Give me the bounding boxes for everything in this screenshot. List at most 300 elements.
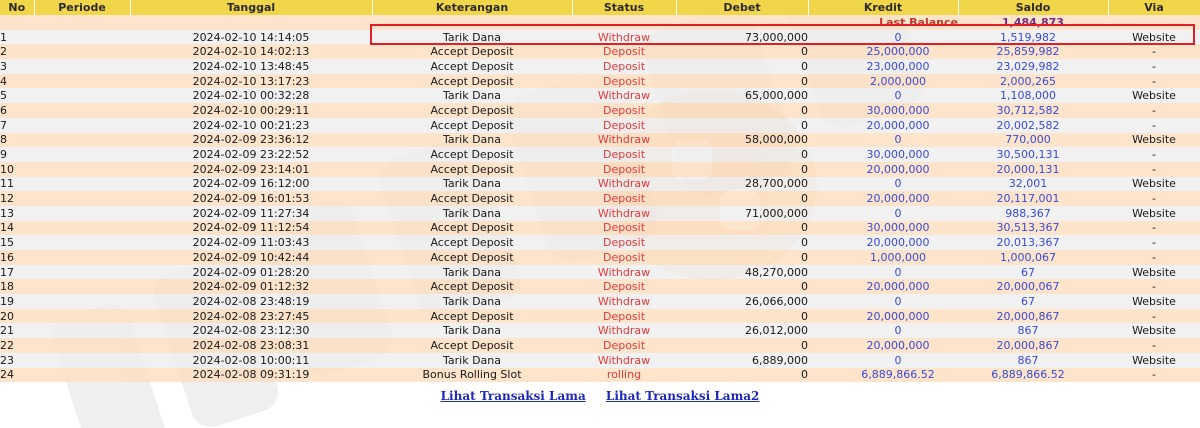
row-via: Website [1108,88,1200,103]
row-status: Deposit [572,118,676,133]
row-debet: 28,700,000 [676,177,808,192]
row-debet: 0 [676,162,808,177]
row-periode [34,338,130,353]
row-status: Withdraw [572,353,676,368]
row-tanggal: 2024-02-09 16:01:53 [130,191,372,206]
table-row [0,294,1200,309]
row-keterangan: Accept Deposit [372,59,572,74]
row-debet: 73,000,000 [676,30,808,45]
row-status: Deposit [572,338,676,353]
row-keterangan: Accept Deposit [372,103,572,118]
row-kredit-value: 0 [894,133,902,147]
row-no: 11 [0,177,34,192]
row-keterangan: Tarik Dana [372,353,572,368]
table-row [0,279,1200,294]
row-tanggal: 2024-02-08 23:12:30 [130,323,372,338]
row-kredit [808,30,958,45]
row-debet: 0 [676,59,808,74]
row-no: 3 [0,59,34,74]
row-tanggal: 2024-02-09 11:27:34 [130,206,372,221]
row-periode [34,118,130,133]
row-no: 10 [0,162,34,177]
col-header-tanggal[interactable]: Tanggal [130,0,372,15]
row-kredit [808,235,958,250]
link-old-transactions[interactable]: Lihat Transaksi Lama [440,389,586,403]
row-via: - [1108,103,1200,118]
table-row [0,74,1200,89]
row-tanggal: 2024-02-10 00:21:23 [130,118,372,133]
row-saldo-value: 867 [1017,324,1039,338]
row-tanggal: 2024-02-08 09:31:19 [130,368,372,383]
row-debet: 0 [676,221,808,236]
row-status: Withdraw [572,294,676,309]
row-saldo [958,118,1108,133]
row-status: Withdraw [572,265,676,280]
col-header-saldo[interactable]: Saldo [958,0,1108,15]
col-header-debet[interactable]: Debet [676,0,808,15]
row-periode [34,177,130,192]
row-saldo [958,162,1108,177]
last-balance-value: 1,484,873 [958,15,1108,30]
row-kredit-value: 30,000,000 [866,103,930,117]
col-header-periode[interactable]: Periode [34,0,130,15]
row-via: - [1108,118,1200,133]
row-status: Withdraw [572,323,676,338]
row-kredit [808,118,958,133]
row-keterangan: Accept Deposit [372,147,572,162]
row-saldo-value: 20,000,867 [996,338,1060,352]
row-kredit-value: 0 [894,353,902,367]
row-keterangan: Bonus Rolling Slot [372,368,572,383]
row-saldo-value: 20,013,367 [996,236,1060,250]
row-via: - [1108,368,1200,383]
row-saldo [958,30,1108,45]
row-saldo [958,338,1108,353]
row-saldo [958,177,1108,192]
row-kredit-value: 0 [894,265,902,279]
row-keterangan: Accept Deposit [372,279,572,294]
row-periode [34,206,130,221]
row-saldo-value: 23,029,982 [996,59,1060,73]
row-periode [34,147,130,162]
row-debet: 71,000,000 [676,206,808,221]
row-no: 4 [0,74,34,89]
row-tanggal: 2024-02-10 13:48:45 [130,59,372,74]
row-keterangan: Accept Deposit [372,118,572,133]
table-row [0,353,1200,368]
row-debet: 0 [676,103,808,118]
row-periode [34,368,130,383]
row-debet: 0 [676,74,808,89]
row-saldo-value: 770,000 [1005,133,1051,147]
row-keterangan: Accept Deposit [372,191,572,206]
row-kredit-value: 23,000,000 [866,59,930,73]
row-saldo [958,294,1108,309]
row-via: - [1108,221,1200,236]
row-no: 22 [0,338,34,353]
row-saldo-value: 32,001 [1008,177,1048,191]
row-via: - [1108,235,1200,250]
row-saldo [958,74,1108,89]
row-periode [34,235,130,250]
row-tanggal: 2024-02-08 10:00:11 [130,353,372,368]
row-no: 18 [0,279,34,294]
row-debet: 0 [676,235,808,250]
row-kredit [808,177,958,192]
table-header-row [0,0,1200,15]
table-row [0,177,1200,192]
row-periode [34,250,130,265]
row-keterangan: Accept Deposit [372,235,572,250]
table-row [0,30,1200,45]
row-saldo-value: 30,712,582 [996,103,1060,117]
row-periode [34,323,130,338]
row-status: Deposit [572,235,676,250]
row-debet: 0 [676,309,808,324]
row-debet: 0 [676,338,808,353]
row-tanggal: 2024-02-09 10:42:44 [130,250,372,265]
row-saldo-value: 30,500,131 [996,148,1060,162]
row-saldo-value: 6,889,866.52 [991,368,1065,382]
row-kredit-value: 20,000,000 [866,236,930,250]
row-saldo [958,103,1108,118]
row-via: - [1108,74,1200,89]
row-saldo [958,235,1108,250]
row-saldo-value: 30,513,367 [996,221,1060,235]
row-status: Deposit [572,59,676,74]
row-kredit-value: 6,889,866.52 [861,368,935,382]
row-keterangan: Accept Deposit [372,309,572,324]
row-saldo [958,265,1108,280]
row-no: 9 [0,147,34,162]
row-saldo-value: 1,108,000 [1000,89,1056,103]
row-status: Deposit [572,103,676,118]
row-tanggal: 2024-02-10 14:02:13 [130,44,372,59]
row-saldo [958,323,1108,338]
row-kredit [808,103,958,118]
row-via: Website [1108,177,1200,192]
table-row [0,162,1200,177]
row-kredit-value: 30,000,000 [866,221,930,235]
row-kredit [808,323,958,338]
row-tanggal: 2024-02-10 14:14:05 [130,30,372,45]
row-via: - [1108,338,1200,353]
row-debet: 0 [676,368,808,383]
row-kredit [808,191,958,206]
row-keterangan: Accept Deposit [372,74,572,89]
row-kredit-value: 20,000,000 [866,192,930,206]
row-tanggal: 2024-02-09 16:12:00 [130,177,372,192]
row-tanggal: 2024-02-09 23:22:52 [130,147,372,162]
row-kredit-value: 30,000,000 [866,148,930,162]
row-saldo-value: 2,000,265 [1000,74,1056,88]
row-kredit-value: 1,000,000 [870,250,926,264]
row-periode [34,74,130,89]
row-keterangan: Accept Deposit [372,44,572,59]
row-periode [34,59,130,74]
row-via: Website [1108,133,1200,148]
last-balance-row [0,15,1200,30]
row-saldo [958,88,1108,103]
col-header-via[interactable]: Via [1108,0,1200,15]
row-kredit [808,59,958,74]
table-row [0,44,1200,59]
row-saldo [958,44,1108,59]
row-tanggal: 2024-02-09 11:03:43 [130,235,372,250]
row-kredit [808,338,958,353]
row-kredit [808,294,958,309]
row-no: 21 [0,323,34,338]
row-periode [34,103,130,118]
row-kredit [808,250,958,265]
table-row [0,88,1200,103]
row-saldo [958,133,1108,148]
row-no: 13 [0,206,34,221]
row-status: Deposit [572,162,676,177]
row-status: Deposit [572,309,676,324]
row-status: rolling [572,368,676,383]
row-no: 8 [0,133,34,148]
row-kredit [808,353,958,368]
row-no: 7 [0,118,34,133]
row-keterangan: Tarik Dana [372,265,572,280]
row-tanggal: 2024-02-08 23:27:45 [130,309,372,324]
row-periode [34,279,130,294]
row-status: Deposit [572,221,676,236]
row-kredit-value: 20,000,000 [866,280,930,294]
row-debet: 0 [676,250,808,265]
row-kredit [808,44,958,59]
row-status: Deposit [572,250,676,265]
row-no: 23 [0,353,34,368]
row-kredit-value: 0 [894,177,902,191]
row-status: Deposit [572,74,676,89]
row-no: 6 [0,103,34,118]
row-kredit-value: 0 [894,324,902,338]
row-debet: 58,000,000 [676,133,808,148]
col-header-status[interactable]: Status [572,0,676,15]
row-keterangan: Accept Deposit [372,221,572,236]
row-saldo [958,353,1108,368]
footer-links [0,389,1200,403]
row-tanggal: 2024-02-08 23:08:31 [130,338,372,353]
row-no: 24 [0,368,34,383]
row-no: 5 [0,88,34,103]
row-status: Withdraw [572,177,676,192]
row-saldo-value: 20,000,131 [996,162,1060,176]
row-saldo [958,59,1108,74]
row-kredit [808,147,958,162]
row-kredit [808,368,958,383]
row-via: - [1108,162,1200,177]
row-kredit [808,74,958,89]
row-periode [34,294,130,309]
row-periode [34,221,130,236]
row-kredit-value: 0 [894,89,902,103]
row-no: 1 [0,30,34,45]
table-row [0,191,1200,206]
table-row [0,206,1200,221]
row-status: Withdraw [572,206,676,221]
row-tanggal: 2024-02-10 00:32:28 [130,88,372,103]
row-tanggal: 2024-02-09 11:12:54 [130,221,372,236]
row-kredit [808,206,958,221]
row-debet: 0 [676,147,808,162]
row-periode [34,133,130,148]
row-periode [34,162,130,177]
row-saldo-value: 67 [1021,294,1035,308]
row-via: - [1108,279,1200,294]
last-balance-label: Last Balance [808,15,958,30]
row-via: Website [1108,265,1200,280]
row-kredit-value: 25,000,000 [866,45,930,59]
table-row [0,133,1200,148]
row-debet: 0 [676,44,808,59]
row-status: Withdraw [572,88,676,103]
row-saldo-value: 20,117,001 [996,192,1060,206]
row-via: Website [1108,323,1200,338]
row-saldo-value: 1,519,982 [1000,30,1056,44]
table-row [0,103,1200,118]
row-via: Website [1108,30,1200,45]
row-no: 2 [0,44,34,59]
row-via: - [1108,147,1200,162]
row-tanggal: 2024-02-08 23:48:19 [130,294,372,309]
row-kredit-value: 0 [894,294,902,308]
row-kredit-value: 20,000,000 [866,162,930,176]
row-via: Website [1108,353,1200,368]
row-via: - [1108,59,1200,74]
row-debet: 0 [676,191,808,206]
table-row [0,368,1200,383]
row-debet: 6,889,000 [676,353,808,368]
table-row [0,221,1200,236]
link-old-transactions-2[interactable]: Lihat Transaksi Lama2 [605,389,760,403]
row-kredit [808,162,958,177]
col-header-kredit[interactable]: Kredit [808,0,958,15]
row-kredit [808,309,958,324]
row-saldo [958,206,1108,221]
row-no: 19 [0,294,34,309]
row-tanggal: 2024-02-09 01:28:20 [130,265,372,280]
row-debet: 26,066,000 [676,294,808,309]
row-tanggal: 2024-02-09 23:14:01 [130,162,372,177]
row-tanggal: 2024-02-10 13:17:23 [130,74,372,89]
row-tanggal: 2024-02-09 23:36:12 [130,133,372,148]
row-kredit [808,279,958,294]
row-kredit [808,265,958,280]
row-no: 14 [0,221,34,236]
row-kredit-value: 20,000,000 [866,118,930,132]
row-saldo-value: 20,000,067 [996,280,1060,294]
row-debet: 26,012,000 [676,323,808,338]
row-via: - [1108,44,1200,59]
row-saldo [958,309,1108,324]
row-no: 20 [0,309,34,324]
row-via: - [1108,250,1200,265]
row-via: - [1108,191,1200,206]
row-kredit-value: 2,000,000 [870,74,926,88]
row-kredit [808,88,958,103]
row-via: Website [1108,294,1200,309]
row-periode [34,265,130,280]
table-row [0,235,1200,250]
row-debet: 0 [676,118,808,133]
table-row [0,250,1200,265]
row-kredit [808,221,958,236]
row-kredit-value: 20,000,000 [866,309,930,323]
row-saldo-value: 988,367 [1005,206,1051,220]
row-saldo [958,250,1108,265]
table-row [0,59,1200,74]
row-keterangan: Tarik Dana [372,323,572,338]
row-saldo [958,368,1108,383]
row-keterangan: Tarik Dana [372,30,572,45]
row-saldo-value: 25,859,982 [996,45,1060,59]
table-row [0,147,1200,162]
row-saldo-value: 867 [1017,353,1039,367]
col-header-no[interactable]: No [0,0,34,15]
row-periode [34,30,130,45]
row-periode [34,44,130,59]
row-periode [34,191,130,206]
table-row [0,118,1200,133]
row-saldo [958,221,1108,236]
row-keterangan: Tarik Dana [372,88,572,103]
row-periode [34,88,130,103]
row-saldo-value: 1,000,067 [1000,250,1056,264]
row-status: Withdraw [572,133,676,148]
row-keterangan: Tarik Dana [372,206,572,221]
row-kredit-value: 0 [894,206,902,220]
row-kredit [808,133,958,148]
row-status: Deposit [572,191,676,206]
row-keterangan: Accept Deposit [372,162,572,177]
row-periode [34,353,130,368]
table-row [0,309,1200,324]
row-status: Withdraw [572,30,676,45]
row-saldo-value: 20,002,582 [996,118,1060,132]
row-no: 16 [0,250,34,265]
row-debet: 65,000,000 [676,88,808,103]
row-tanggal: 2024-02-09 01:12:32 [130,279,372,294]
row-no: 15 [0,235,34,250]
row-saldo-value: 20,000,867 [996,309,1060,323]
row-status: Deposit [572,147,676,162]
table-row [0,338,1200,353]
row-keterangan: Accept Deposit [372,250,572,265]
row-via: Website [1108,206,1200,221]
row-kredit-value: 0 [894,30,902,44]
row-debet: 48,270,000 [676,265,808,280]
row-status: Deposit [572,44,676,59]
row-saldo [958,191,1108,206]
row-keterangan: Tarik Dana [372,133,572,148]
row-via: - [1108,309,1200,324]
row-periode [34,309,130,324]
row-no: 12 [0,191,34,206]
row-keterangan: Tarik Dana [372,177,572,192]
row-status: Deposit [572,279,676,294]
table-row [0,265,1200,280]
row-keterangan: Tarik Dana [372,294,572,309]
row-saldo [958,147,1108,162]
col-header-keterangan[interactable]: Keterangan [372,0,572,15]
row-saldo [958,279,1108,294]
row-saldo-value: 67 [1021,265,1035,279]
row-kredit-value: 20,000,000 [866,338,930,352]
row-keterangan: Accept Deposit [372,338,572,353]
